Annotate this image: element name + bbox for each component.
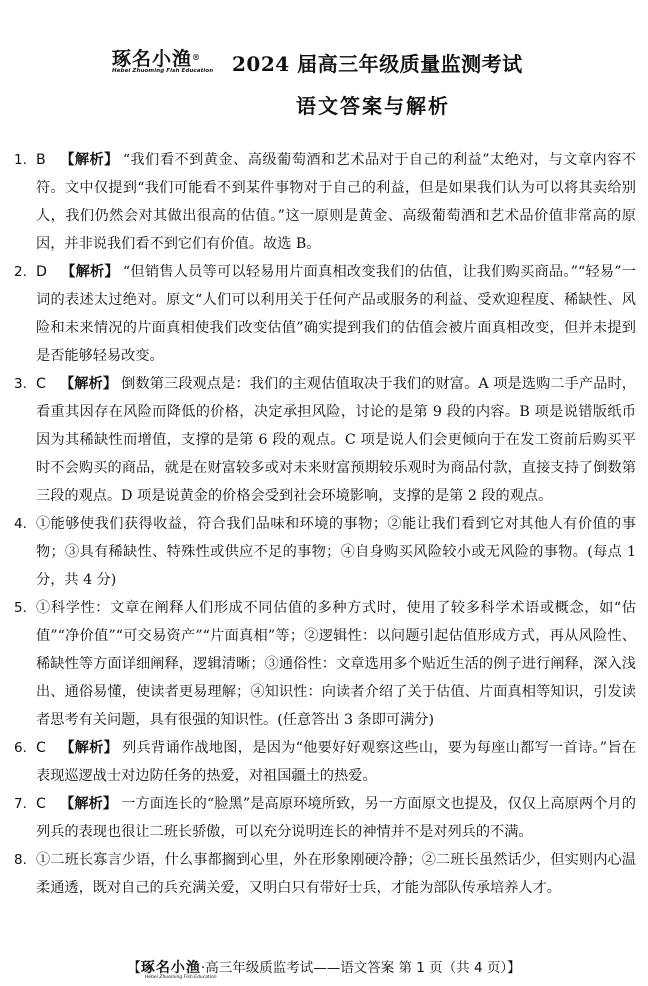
question-number: 4. (14, 516, 27, 532)
answer-list (14, 146, 636, 902)
question-number: 1. (14, 152, 27, 168)
analysis-text: 一方面连长的“脸黑”是高原环境所致，另一方面原文也提及，仅仅上高原两个月的列兵的表现也很让二班长骄傲，可以充分说明连长的神情并不是对列兵的不满。 (36, 796, 636, 840)
answer-item-3 (14, 370, 636, 510)
answer-choice: D (36, 264, 47, 280)
answer-item-4 (14, 510, 636, 594)
analysis-text: 倒数第三段观点是：我们的主观估值取决于我们的财富。A 项是选购二手产品时，看重其因存在风险而降低的价格，决定承担风险，讨论的是第 9 段的内容。B 项是说错版纸币因为其稀缺性而增值，支撑的是第 6 段的观点。C 项是说人们会更倾向于在发工资前后购买平时不会购买的商品，就是在财富较多或对未来财富预期较乐观时为商品付款，直接支持了倒数第三段的观点。D 项是说黄金的价格会受到社会环境影响，支撑的是第 2 段的观点。 (36, 376, 636, 504)
answer-item-1 (14, 146, 636, 258)
answer-text: ①科学性：文章在阐释人们形成不同估值的多种方式时，使用了较多科学术语或概念，如“估值”“净价值”“可交易资产”“片面真相”等；②逻辑性：以问题引起估值形成方式，再从风险性、稀缺性等方面详细阐释，逻辑清晰；③通俗性：文章选用多个贴近生活的例子进行阐释，深入浅出、通俗易懂，使读者更易理解；④知识性：向读者介绍了关于估值、片面真相等知识，引发读者思考有关问题，具有很强的知识性。(任意答出 3 条即可满分) (36, 600, 636, 728)
answer-text: ①二班长寡言少语，什么事都搁到心里，外在形象刚硬冷静；②二班长虽然话少，但实则内心温柔通透，既对自己的兵充满关爱，又明白只有带好士兵，才能为部队传承培养人才。 (36, 852, 636, 896)
analysis-tag: 【解析】 (59, 152, 119, 168)
question-number: 7. (14, 796, 27, 812)
doc-subtitle: 语文答案与解析 (296, 94, 450, 118)
analysis-tag: 【解析】 (60, 264, 119, 280)
question-number: 6. (14, 740, 27, 756)
question-number: 5. (14, 600, 27, 616)
answer-choice: C (36, 376, 46, 392)
question-number: 3. (14, 376, 27, 392)
logo-text: 琢名小渔 (112, 48, 193, 70)
answer-item-8 (14, 846, 636, 902)
analysis-tag: 【解析】 (59, 796, 118, 812)
answer-item-5 (14, 594, 636, 734)
answer-item-7 (14, 790, 636, 846)
analysis-text: “但销售人员等可以轻易用片面真相改变我们的估值，让我们购买商品。”“轻易”一词的表述太过绝对。原文“人们可以利用关于任何产品或服务的利益、受欢迎程度、稀缺性、风险和未来情况的片面真相使我们改变估值”确实提到我们的估值会被片面真相改变，但并未提到是否能够轻易改变。 (36, 264, 636, 364)
answer-item-6 (14, 734, 636, 790)
analysis-tag: 【解析】 (59, 740, 119, 756)
answer-choice: C (36, 796, 46, 812)
page-footer: 【琢名小渔Hebei Zhuoming Fish Education·高三年级质监考试——语文答案 第 1 页（共 4 页）】 (127, 960, 521, 980)
analysis-text: “我们看不到黄金、高级葡萄酒和艺术品对于自己的利益”太绝对，与文章内容不符。文中仅提到“我们可能看不到某件事物对于自己的利益，但是如果我们认为可以将其卖给别人，我们仍然会对其做出很高的估值。”这一原则是黄金、高级葡萄酒和艺术品价值非常高的原因，并非说我们看不到它们有价值。故选 B。 (36, 152, 636, 252)
answer-choice: C (36, 740, 46, 756)
question-number: 2. (14, 264, 27, 280)
answer-choice: B (36, 152, 46, 168)
exam-title: 2024 届高三年级质量监测考试 (232, 52, 523, 76)
logo-subtitle: Hebei Zhuoming Fish Education (112, 68, 214, 74)
analysis-tag: 【解析】 (59, 376, 118, 392)
answer-text: ①能够使我们获得收益，符合我们品味和环境的事物；②能让我们看到它对其他人有价值的事物；③具有稀缺性、特殊性或供应不足的事物；④自身购买风险较小或无风险的事物。(每点 1 分，共 4 分) (36, 516, 636, 588)
question-number: 8. (14, 852, 27, 868)
footer-logo-text: 琢名小渔 (140, 960, 201, 976)
analysis-text: 列兵背诵作战地图，是因为“他要好好观察这些山，要为每座山都写一首诗。”旨在表现巡逻战士对边防任务的热爱，对祖国疆土的热爱。 (36, 740, 636, 784)
footer-text: ·高三年级质监考试——语文答案 第 1 页（共 4 页）】 (200, 960, 521, 976)
registered-mark: ® (192, 52, 202, 62)
answer-item-2 (14, 258, 636, 370)
footer-bracket-open: 【 (127, 960, 141, 976)
page-header (0, 44, 648, 124)
brand-logo (112, 48, 232, 74)
